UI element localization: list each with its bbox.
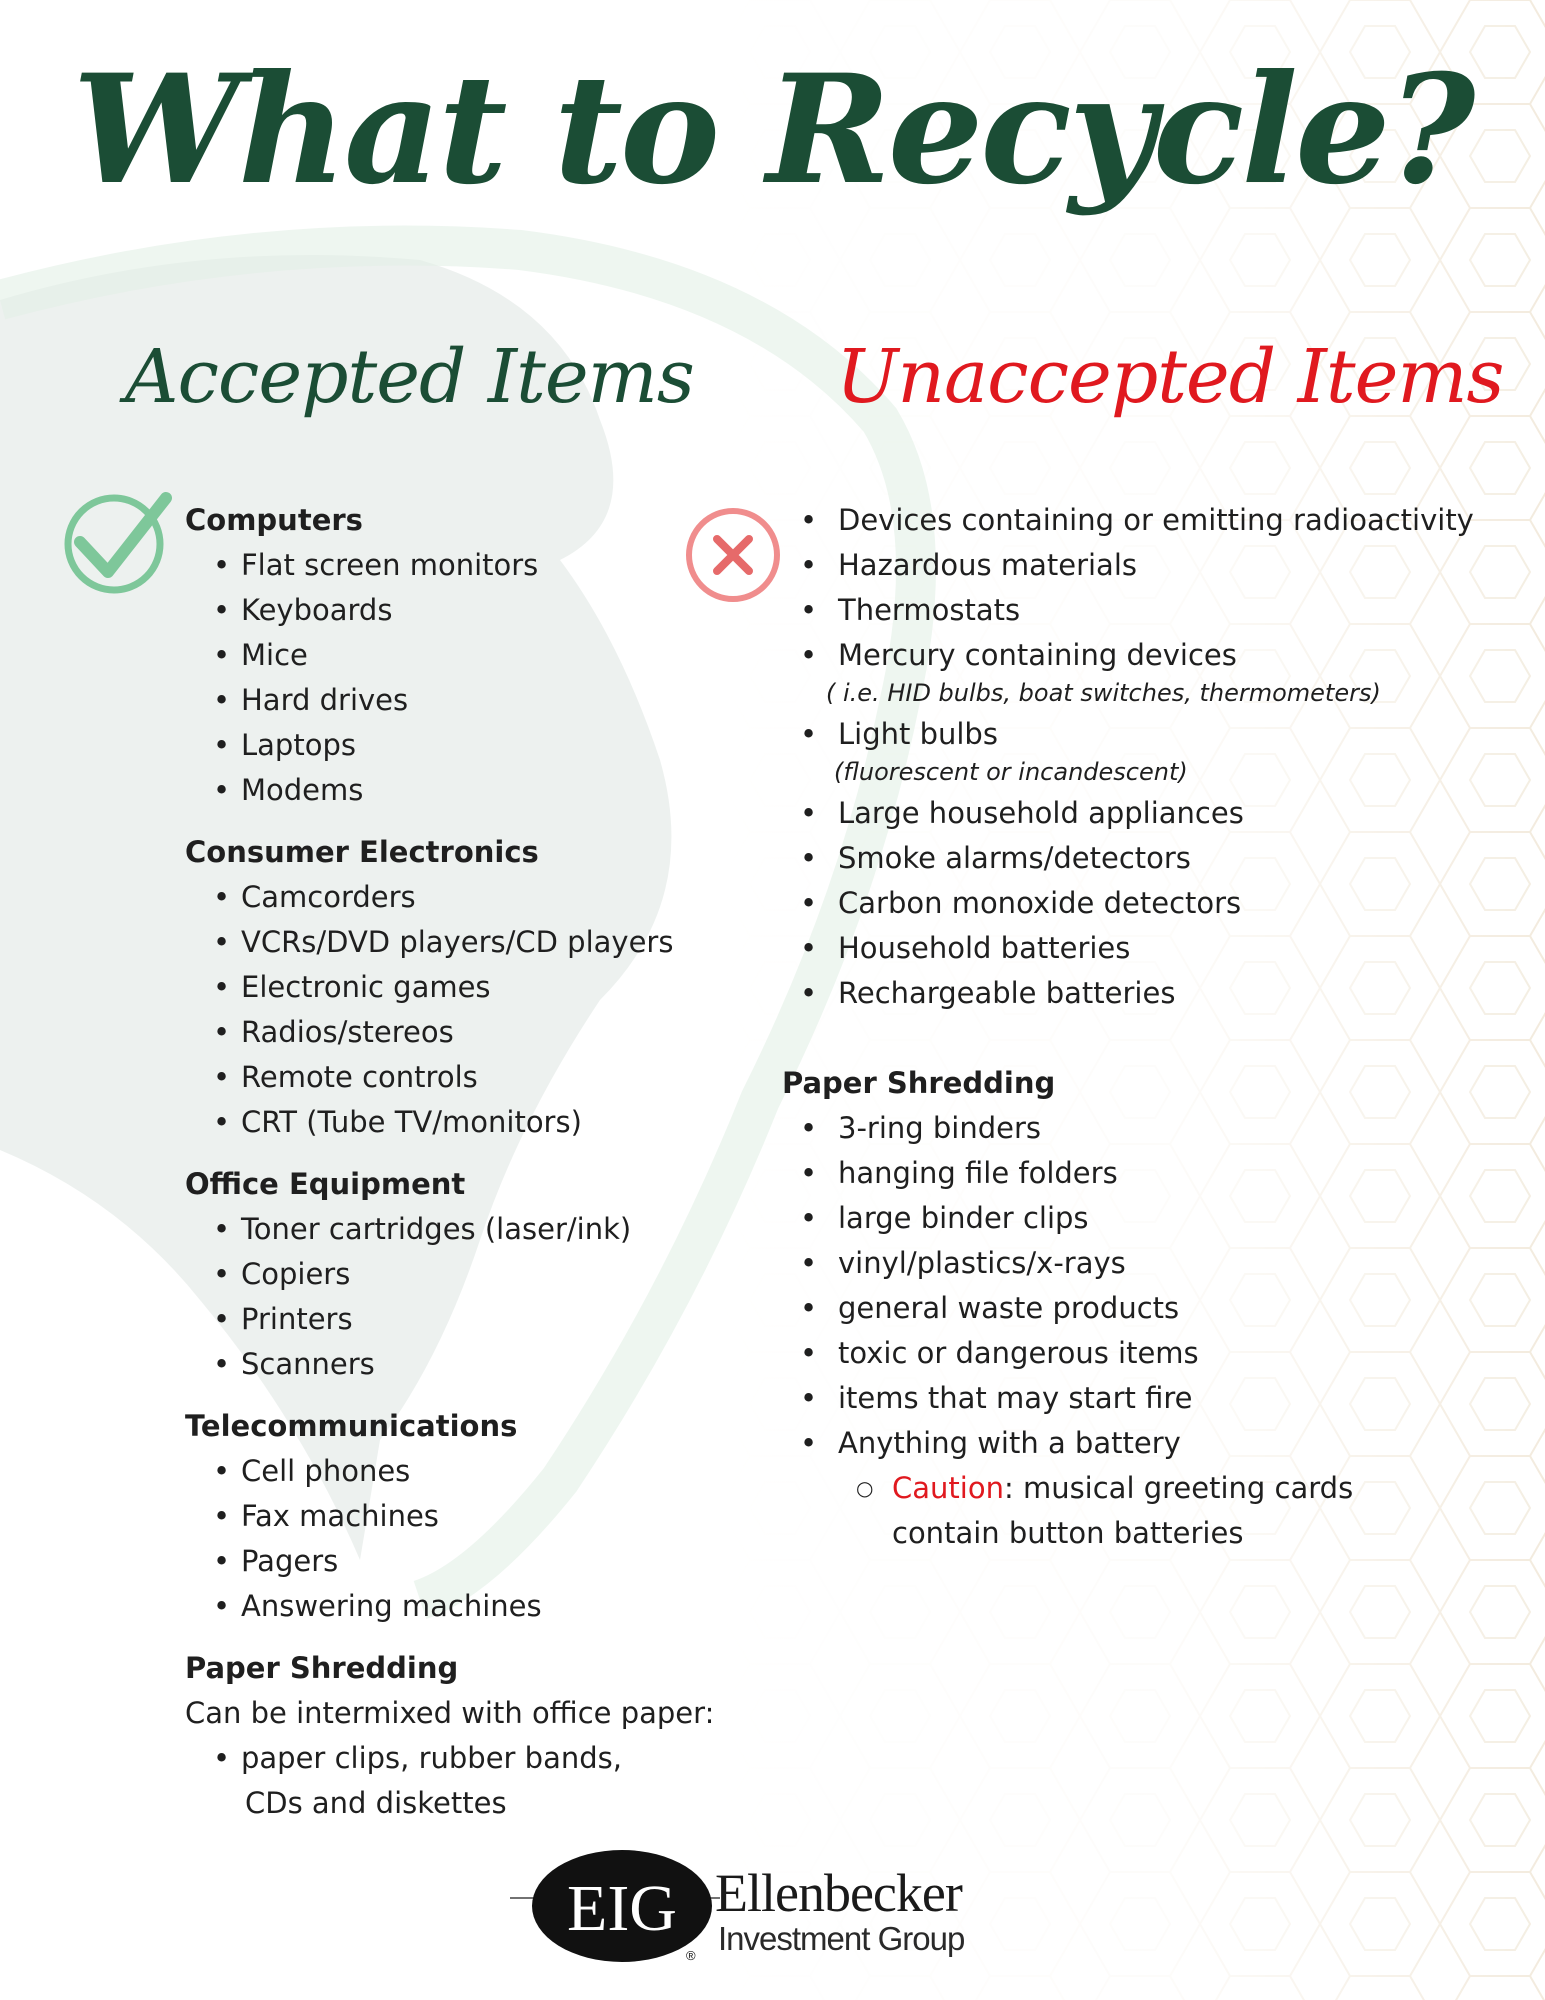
paper-unaccepted-list [782,1106,1512,1511]
list-item: • Anything with a battery [782,1421,1512,1466]
list-item-continuation: CDs and diskettes [245,1786,507,1820]
list-item: • Radios/stereos [185,1010,745,1055]
office-list [185,1207,745,1387]
telecom-list [185,1449,745,1629]
consumer-list [185,875,745,1145]
list-item: • Large household appliances [782,791,1512,836]
list-item: • Mice [185,633,745,678]
list-item: • hanging file folders [782,1151,1512,1196]
accepted-heading: Accepted Items [125,334,694,420]
unaccepted-heading: Unaccepted Items [836,334,1504,420]
list-item: • Devices containing or emitting radioactivity [782,498,1512,543]
list-item: • Mercury containing devices [782,633,1512,678]
list-item: • Scanners [185,1342,745,1387]
category-telecommunications: Telecommunications [185,1409,518,1443]
list-item: • general waste products [782,1286,1512,1331]
list-item: • Rechargeable batteries [782,971,1512,1016]
paper-intro: Can be intermixed with office paper: [185,1696,715,1730]
logo-name: Ellenbecker [715,1863,962,1923]
list-item: • Answering machines [185,1584,745,1629]
list-item: • Carbon monoxide detectors [782,881,1512,926]
caution-continuation: contain button batteries [892,1516,1244,1550]
list-item: • toxic or dangerous items [782,1331,1512,1376]
list-item: • Copiers [185,1252,745,1297]
list-item: • Modems [185,768,745,813]
company-logo [510,1848,1030,1968]
list-item: • vinyl/plastics/x-rays [782,1241,1512,1286]
list-item: • paper clips, rubber bands, [185,1736,745,1781]
paper-list [185,1736,745,1781]
caution-text: : musical greeting cards [1003,1471,1354,1505]
list-item: • Thermostats [782,588,1512,633]
category-consumer-electronics: Consumer Electronics [185,835,539,869]
page-title: What to Recycle? [72,42,1473,218]
list-item: • Hard drives [185,678,745,723]
mercury-note: ( i.e. HID bulbs, boat switches, thermometers) [826,679,1381,707]
list-item: • Toner cartridges (laser/ink) [185,1207,745,1252]
registered-mark: ® [686,1948,696,1963]
list-item: • Remote controls [185,1055,745,1100]
logo-mark-text: EIG [567,1872,677,1945]
list-item: • Keyboards [185,588,745,633]
list-item: • Fax machines [185,1494,745,1539]
logo-subtitle: Investment Group [718,1920,965,1957]
category-paper-shredding: Paper Shredding [185,1651,459,1685]
list-item: • Pagers [185,1539,745,1584]
computers-list [185,543,745,813]
list-item: • Electronic games [185,965,745,1010]
category-computers: Computers [185,503,363,537]
list-item: • Light bulbs [782,712,1512,757]
list-item: • CRT (Tube TV/monitors) [185,1100,745,1145]
list-item: • Household batteries [782,926,1512,971]
list-item: • Cell phones [185,1449,745,1494]
list-item: • 3-ring binders [782,1106,1512,1151]
list-item: • Printers [185,1297,745,1342]
list-item: • Smoke alarms/detectors [782,836,1512,881]
list-item: • Flat screen monitors [185,543,745,588]
list-item: • large binder clips [782,1196,1512,1241]
list-item: • items that may start fire [782,1376,1512,1421]
eig-logo-mark [510,1848,720,1968]
check-circle-icon [62,488,172,598]
caution-item [782,1466,1512,1511]
light-bulbs-list [782,712,1512,757]
unaccepted-list [782,498,1512,1556]
caution-label: Caution [892,1471,1004,1505]
category-office-equipment: Office Equipment [185,1167,466,1201]
unaccepted-items-more [782,791,1512,1016]
list-item: • Laptops [185,723,745,768]
accepted-list [185,498,745,1826]
list-item: • VCRs/DVD players/CD players [185,920,745,965]
light-bulbs-note: (fluorescent or incandescent) [834,758,1188,786]
list-item: • Hazardous materials [782,543,1512,588]
list-item: • Camcorders [185,875,745,920]
unaccepted-items [782,498,1512,678]
category-paper-shredding-unaccepted: Paper Shredding [782,1066,1056,1100]
